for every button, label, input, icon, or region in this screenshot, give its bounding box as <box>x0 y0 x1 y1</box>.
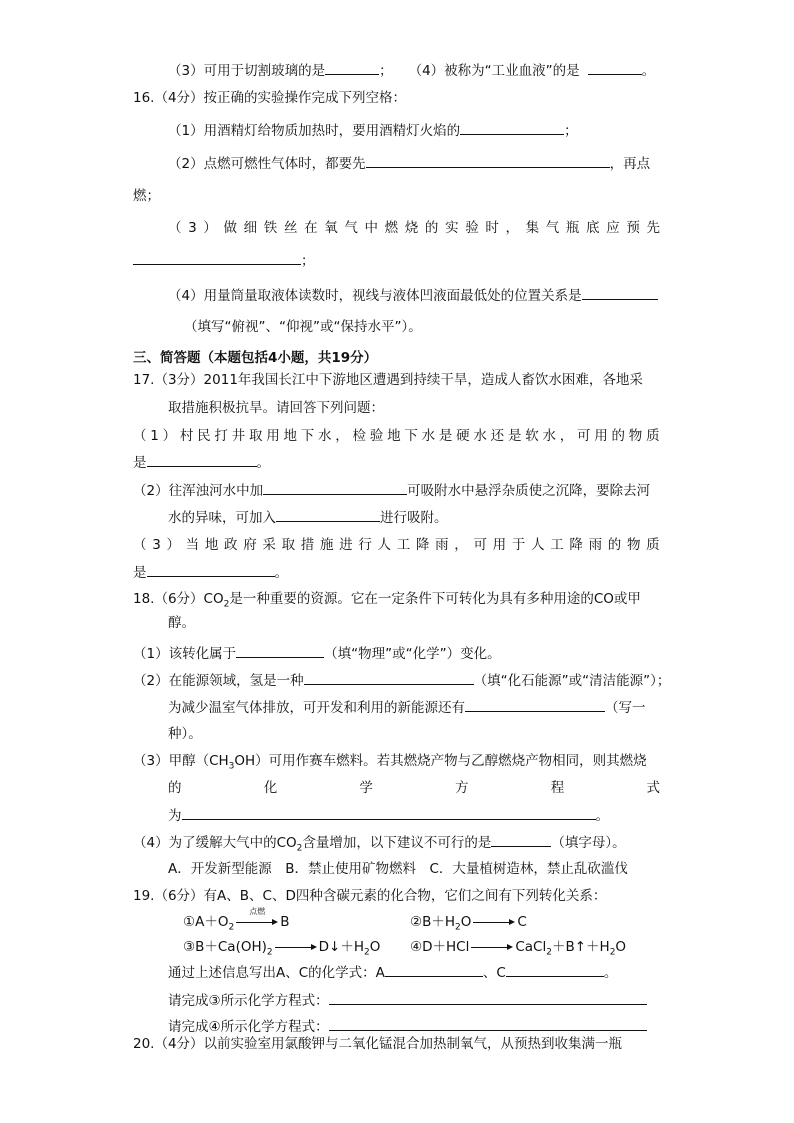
q17-item1-char: 民 <box>197 428 211 444</box>
q18-item3-word-char: 方 <box>455 780 469 796</box>
q17-item3-char: 政 <box>224 537 238 553</box>
q17-item3-char: 人 <box>377 537 392 553</box>
q17-item3-char: 工 <box>396 537 411 553</box>
q19-ask-end: 。 <box>603 965 618 981</box>
q19-reaction-1 <box>183 907 290 933</box>
arrow-icon <box>471 941 513 953</box>
q17-item3-char: （ <box>133 537 147 553</box>
q17-item1-char: 用 <box>266 428 280 444</box>
q16-item3-cont <box>133 250 315 271</box>
q19-blank-eq3[interactable] <box>329 990 647 1005</box>
q17-item3-char: 行 <box>358 537 372 553</box>
q19-r1-cond: 点燃 <box>249 907 266 916</box>
q17-item1-char: 地 <box>283 428 297 444</box>
q16-item3-char: 的 <box>424 220 439 236</box>
q16-blank-2[interactable] <box>366 153 610 168</box>
q17-item1-char: 水 <box>421 428 436 444</box>
q19-r4-right-b: ＋B↑＋H <box>551 939 610 955</box>
q16-item4-note: （填写“俯视”、“仰视”或“保持水平”）。 <box>184 319 422 335</box>
q16-item3-end: ； <box>301 253 315 269</box>
q17-item1-char: 水 <box>473 428 487 444</box>
q18-line1 <box>133 589 641 609</box>
q15-sep: ； <box>379 63 393 79</box>
q17-item3-char: 进 <box>339 537 353 553</box>
q17-item1-char: ， <box>559 428 574 444</box>
q18-item2-c: 为减少温室气体排放，可开发和利用的新能源还有 <box>168 700 465 716</box>
q17-item1-char: 1 <box>150 428 159 444</box>
q16-item3-char: 瓶 <box>565 220 580 236</box>
q20-line1: 20.（4分）以前实验室用氯酸钾与二氧化锰混合加热制氧气，从预热到收集满一瓶 <box>133 1036 623 1052</box>
q18-item1 <box>133 643 501 664</box>
q16-item1-text: （1）用酒精灯给物质加热时，要用酒精灯火焰的 <box>168 123 461 139</box>
q18-item1-b: （填“物理”或“化学”）变化。 <box>324 646 501 662</box>
q17-item1-end: 。 <box>256 455 270 471</box>
q17-item1-char: 下 <box>300 428 315 444</box>
q15-line <box>168 60 655 81</box>
q19-ask-a: 通过上述信息写出A、C的化学式：A <box>168 965 385 981</box>
q19-eq3 <box>168 990 647 1011</box>
q18-options: A．开发新型能源 B．禁止使用矿物燃料 C．大量植树造林，禁止乱砍滥伐 <box>168 861 628 877</box>
q17-item1-char: 下 <box>404 428 418 444</box>
q19-line1: 19.（6分）有A、B、C、D四种含碳元素的化合物，它们之间有下列转化关系： <box>133 888 607 904</box>
q19-r4-right-sub2: 2 <box>609 947 616 958</box>
q16-item3-char: 底 <box>586 220 600 236</box>
q18-item2-a: （2）在能源领域，氢是一种 <box>133 673 304 689</box>
q17-item3-char: 的 <box>607 537 622 553</box>
q17-item1-char: 软 <box>525 428 539 444</box>
q18-item3-c: 为 <box>168 808 182 824</box>
q17-item1-char: 用 <box>594 428 608 444</box>
q19-r1-left: ①A＋O <box>183 914 229 930</box>
q16-item3-char: 细 <box>243 220 258 236</box>
arrow-icon <box>275 941 317 953</box>
q19-r3-right-sub: 2 <box>363 947 370 958</box>
q17-item3-char: 府 <box>243 537 257 553</box>
q17-item1-char: 水 <box>542 428 556 444</box>
q16-item3-char: 先 <box>646 220 660 236</box>
q16-item2 <box>168 153 650 174</box>
q18-item4-c: （填字母）。 <box>551 835 626 851</box>
q17-item1-char: 物 <box>628 428 643 444</box>
q17-item1-char: 可 <box>577 428 591 444</box>
q18-item3-end: 。 <box>595 808 609 824</box>
q19-r3-right-b: O <box>369 939 381 955</box>
q18-item3-word-char: 的 <box>168 780 182 796</box>
q16-item3 <box>168 218 660 238</box>
q17-item2-b: 可吸附水中悬浮杂质使之沉降，要除去河 <box>407 483 651 499</box>
q17-item1-char: 硬 <box>456 428 470 444</box>
q19-r3-sub: 2 <box>266 947 273 958</box>
q18-item4 <box>133 832 626 853</box>
q16-item1 <box>168 120 578 141</box>
arrow-icon <box>236 907 278 928</box>
q18-item3-word-char: 程 <box>550 780 565 796</box>
q18-item3-words <box>168 778 660 798</box>
q18-item3 <box>133 751 647 771</box>
q17-item3-char: 取 <box>281 537 296 553</box>
q19-eq4-label: 请完成④所示化学方程式： <box>168 1019 329 1035</box>
q17-item3-char: 物 <box>626 537 641 553</box>
q19-r1-right: B <box>280 914 290 930</box>
q17-item1-char: 井 <box>231 428 246 444</box>
q18-blank-2a[interactable] <box>304 670 474 685</box>
q18-blank-3[interactable] <box>182 805 596 820</box>
q18-item3-b: OH）可用作赛车燃料。若其燃烧产物与乙醇燃烧产物相同，则其燃烧 <box>234 753 647 769</box>
q18-blank-1[interactable] <box>236 643 324 658</box>
q17-blank-1[interactable] <box>147 452 257 467</box>
q18-item3-word-char: 式 <box>646 780 660 796</box>
q17-line1: 17.（3分）2011年我国长江中下游地区遭遇到持续干旱，造成人畜饮水困难，各地采 <box>133 372 643 388</box>
q16-item3-char: 3 <box>188 220 197 236</box>
q19-r4-left: ④D＋HCl <box>410 939 470 955</box>
q19-eq3-label: 请完成③所示化学方程式： <box>168 993 329 1009</box>
q17-item1-char: 是 <box>438 428 453 444</box>
q17-item3-char: 措 <box>300 537 315 553</box>
q15-item4: （4）被称为“工业血液”的是 <box>408 63 580 79</box>
q18-item3-sub: 3 <box>228 761 235 772</box>
q17-item1-char: ） <box>162 428 177 444</box>
q17-item1-char: 检 <box>352 428 367 444</box>
q16-item3-char: 丝 <box>283 220 298 236</box>
q19-reaction-3 <box>183 937 380 957</box>
q15-blank-4[interactable] <box>588 60 642 75</box>
q17-item3-char: 用 <box>492 537 507 553</box>
q17-item1-char: 村 <box>179 428 194 444</box>
q17-item2-d: 进行吸附。 <box>380 510 448 526</box>
q19-r2-right: C <box>517 914 527 930</box>
q17-item3-char: 降 <box>569 537 583 553</box>
q17-item1-char: 水 <box>318 428 332 444</box>
q17-item3-char: 质 <box>646 537 660 553</box>
q17-item1 <box>133 426 660 446</box>
q19-r2-left-b: O <box>460 914 472 930</box>
q17-item3-char: 雨 <box>588 537 603 553</box>
q17-blank-2b[interactable] <box>276 507 380 522</box>
q17-item3-cont-text: 是 <box>133 565 147 581</box>
q18-item4-a: （4）为了缓解大气中的CO <box>133 835 297 851</box>
q17-item2-a: （2）往浑浊河水中加 <box>133 483 264 499</box>
q19-r1-sub: 2 <box>228 922 235 933</box>
q16-item3-char: 预 <box>626 220 640 236</box>
q18-item4-sub: 2 <box>296 843 303 854</box>
q19-r4-right-a: CaCl <box>515 939 547 955</box>
q17-item1-char: 是 <box>507 428 522 444</box>
q17-item2-c: 水的异味，可加入 <box>168 510 276 526</box>
q17-item3-end: 。 <box>274 565 288 581</box>
q16-item3-char: 做 <box>223 220 238 236</box>
q18-item3-cont <box>168 805 609 826</box>
q19-reaction-4 <box>410 937 626 957</box>
q17-item3-char: 于 <box>511 537 526 553</box>
q16-blank-3[interactable] <box>133 250 301 265</box>
q18-blank-2b[interactable] <box>465 697 605 712</box>
section-3-title: 三、简答题（本题包括4小题，共19分） <box>133 350 378 366</box>
q17-item3-char: 地 <box>204 537 219 553</box>
q16-item3-char: 氧 <box>324 220 338 236</box>
q15-blank-3[interactable] <box>325 60 379 75</box>
q16-item2-cont: 燃； <box>133 188 160 204</box>
q16-item3-char: 气 <box>545 220 560 236</box>
q16-item3-char: ， <box>505 220 519 236</box>
q19-ask-b: 、C <box>482 965 506 981</box>
q18-item2-b: （填“化石能源”或“清洁能源”）； <box>473 673 671 689</box>
q17-item3-char: ） <box>166 537 180 553</box>
q19-blank-eq4[interactable] <box>329 1016 647 1031</box>
q18-item3-word-char: 化 <box>263 780 278 796</box>
q16-item3-char: 时 <box>485 220 499 236</box>
q18-item3-word-char: 学 <box>359 780 373 796</box>
q18-item2 <box>133 670 670 691</box>
q16-item3-char: 集 <box>525 220 540 236</box>
q16-item3-char: 验 <box>465 220 479 236</box>
q16-item4 <box>168 285 658 306</box>
q18-item4-b: 含量增加，以下建议不可行的是 <box>302 835 492 851</box>
q18-line1-sub: 2 <box>223 599 230 610</box>
q17-item3-char: ， <box>454 537 468 553</box>
q18-item2-d: （写一 <box>605 700 646 716</box>
q17-item1-cont-text: 是 <box>133 455 147 471</box>
arrow-icon <box>473 916 515 928</box>
q15-item3: （3）可用于切割玻璃的是 <box>168 63 326 79</box>
q16-item3-char: 气 <box>344 220 358 236</box>
q17-blank-3[interactable] <box>147 562 275 577</box>
q16-item3-char: 燃 <box>384 220 399 236</box>
q16-blank-1[interactable] <box>460 120 564 135</box>
q17-item1-char: （ <box>133 428 147 444</box>
q18-line2: 醇。 <box>168 615 195 631</box>
q17-item1-char: 还 <box>490 428 505 444</box>
q16-item2-end: ，再点 <box>609 156 651 172</box>
q18-line1-a: 18.（6分）CO <box>133 591 224 607</box>
q16-item1-end: ； <box>564 123 578 139</box>
q17-item1-char: ， <box>335 428 349 444</box>
q19-r3-right-a: D↓＋H <box>318 939 364 955</box>
q17-item3-char: 3 <box>152 537 161 553</box>
q16-item2-text: （2）点燃可燃性气体时，都要先 <box>168 156 366 172</box>
q17-item3-char: 人 <box>531 537 545 553</box>
q18-line1-b: 是一种重要的资源。它在一定条件下可转化为具有多种用途的CO或甲 <box>229 591 641 607</box>
q18-item2-cont <box>168 697 646 718</box>
q17-item3-char: 雨 <box>435 537 449 553</box>
q17-item1-char: 打 <box>214 428 228 444</box>
q19-r2-sub: 2 <box>455 922 461 933</box>
q17-item3-char: 施 <box>319 537 334 553</box>
q19-r4-right-c: O <box>615 939 627 955</box>
q17-item1-char: 的 <box>611 428 626 444</box>
q18-item1-a: （1）该转化属于 <box>133 646 237 662</box>
q19-blank-a[interactable] <box>385 962 483 977</box>
q16-item3-char: 铁 <box>263 220 278 236</box>
q17-item3-char: 采 <box>262 537 276 553</box>
q17-item3-char: 工 <box>550 537 564 553</box>
q17-line2: 取措施积极抗旱。请回答下列问题： <box>168 400 384 416</box>
q16-item3-char: 应 <box>606 220 620 236</box>
q18-item3-a: （3）甲醇（CH <box>133 753 229 769</box>
q19-r2-left: ②B＋H <box>410 914 456 930</box>
q17-item1-char: 验 <box>369 428 384 444</box>
q16-item3-char: （ <box>168 220 182 236</box>
q17-item3-cont <box>133 562 288 583</box>
q16-item3-char: 实 <box>445 220 459 236</box>
q16-blank-4[interactable] <box>582 285 658 300</box>
q16-item3-char: 在 <box>304 220 318 236</box>
q19-blank-c[interactable] <box>506 962 604 977</box>
q16-item3-char: ） <box>203 220 217 236</box>
q17-item1-char: 地 <box>387 428 401 444</box>
q17-item1-cont <box>133 452 270 473</box>
q17-item2 <box>133 480 650 501</box>
q17-item1-char: 质 <box>646 428 660 444</box>
q19-reaction-2 <box>410 912 527 932</box>
q18-item2-cont2: 种）。 <box>168 726 202 742</box>
q16-item4-text: （4）用量筒量取液体读数时，视线与液体凹液面最低处的位置关系是 <box>168 288 582 304</box>
q16-item3-char: 烧 <box>404 220 419 236</box>
q19-r4-right-sub: 2 <box>546 947 552 958</box>
q17-item2-cont <box>168 507 448 528</box>
q16-item3-char: 中 <box>364 220 378 236</box>
q17-item3 <box>133 535 660 555</box>
q17-item3-char: 降 <box>415 537 430 553</box>
q19-r3-left: ③B＋Ca(OH) <box>183 939 267 955</box>
q17-item3-char: 当 <box>185 537 200 553</box>
q18-blank-4[interactable] <box>491 832 551 847</box>
q17-blank-2a[interactable] <box>263 480 407 495</box>
q19-ask <box>168 962 617 983</box>
q15-end: 。 <box>641 63 656 79</box>
q17-item1-char: 取 <box>248 428 263 444</box>
q16-title: 16.（4分）按正确的实验操作完成下列空格： <box>133 90 407 106</box>
q17-item3-char: 可 <box>473 537 487 553</box>
